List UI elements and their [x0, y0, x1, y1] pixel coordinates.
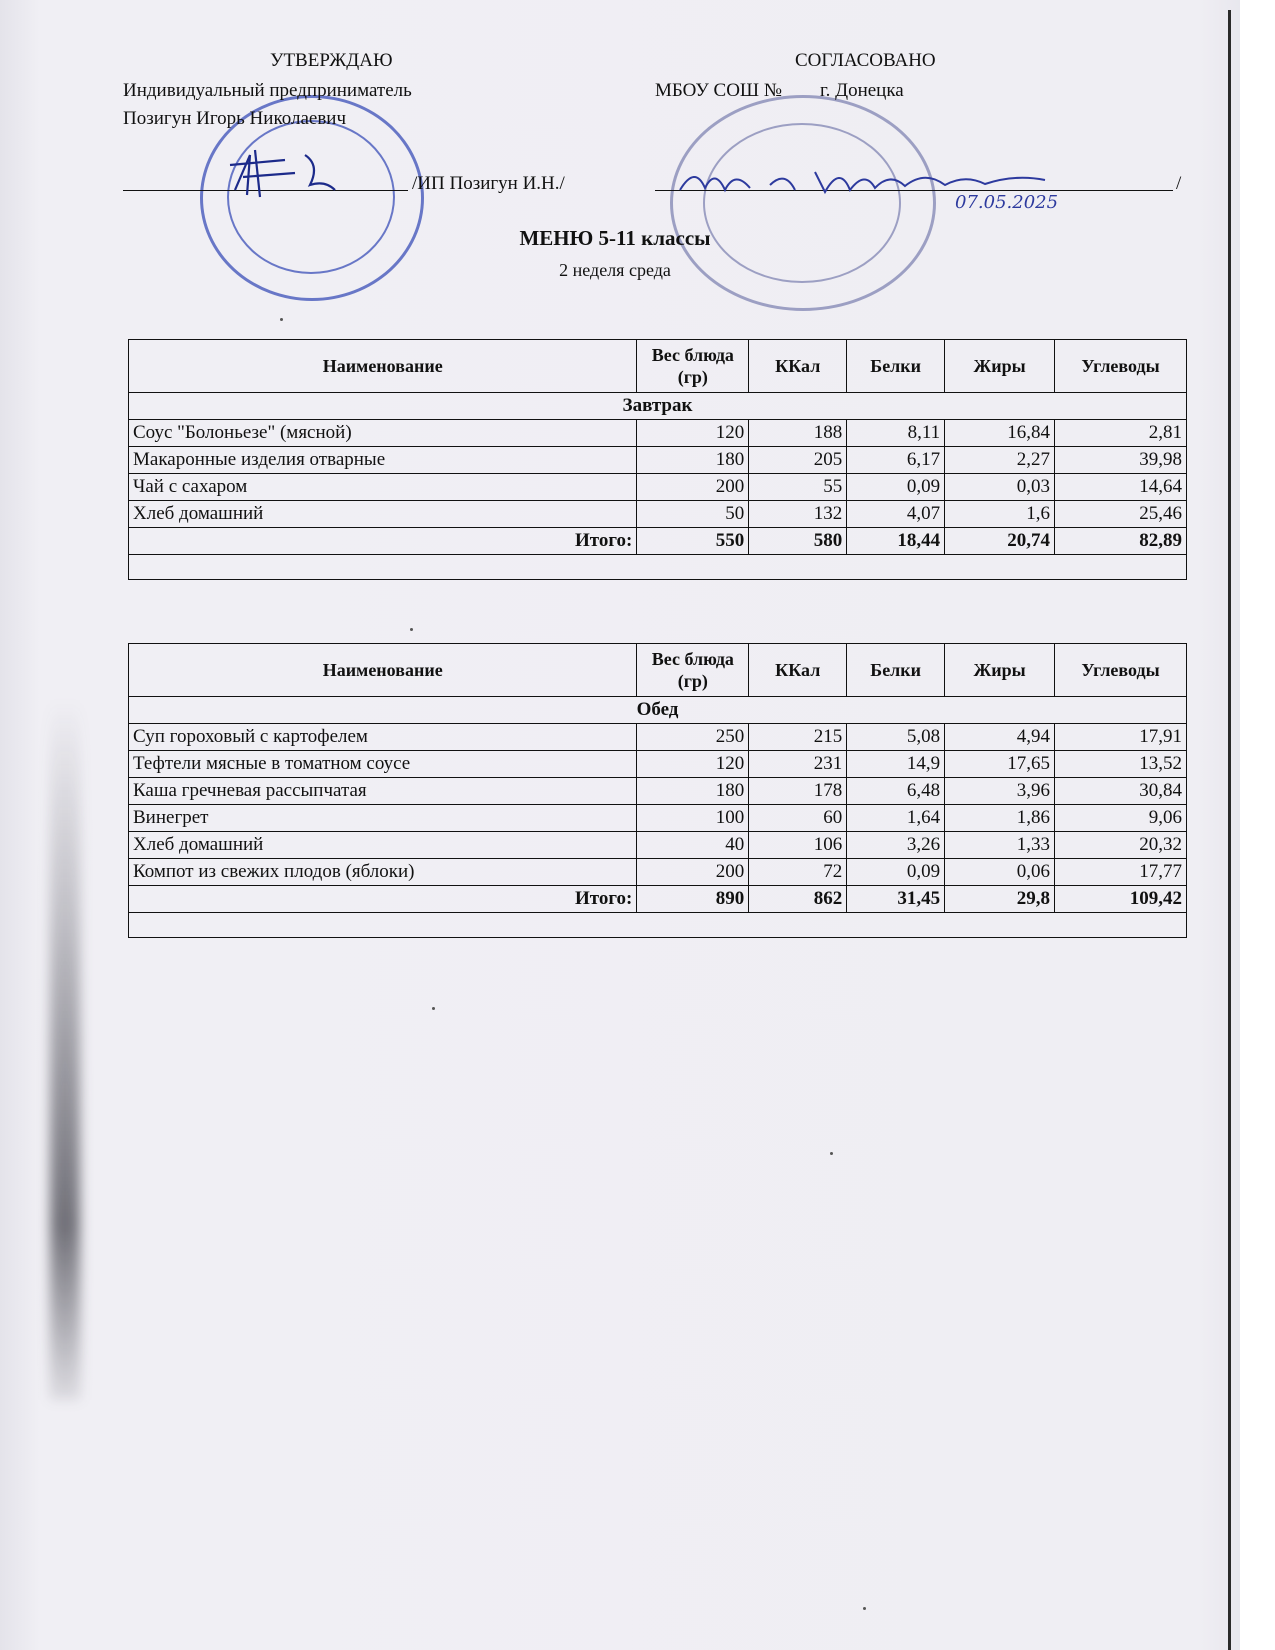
col-kcal: ККал — [749, 340, 847, 393]
col-protein: Белки — [847, 644, 945, 697]
dish-value: 30,84 — [1055, 778, 1187, 805]
total-value: 29,8 — [945, 886, 1055, 913]
approve-line-2: Позигун Игорь Николаевич — [123, 108, 347, 129]
dish-value: 72 — [749, 859, 847, 886]
dish-value: 17,77 — [1055, 859, 1187, 886]
page-title: МЕНЮ 5-11 классы — [519, 226, 711, 250]
col-name: Наименование — [129, 644, 637, 697]
section-title: Завтрак — [129, 393, 1187, 420]
total-value: 18,44 — [847, 528, 945, 555]
scan-speck — [830, 1152, 833, 1155]
approve-sign-name: /ИП Позигун И.Н./ — [412, 173, 565, 194]
dish-value: 120 — [637, 420, 749, 447]
dish-name: Хлеб домашний — [129, 501, 637, 528]
dish-name: Компот из свежих плодов (яблоки) — [129, 859, 637, 886]
empty-row — [129, 555, 1187, 580]
dish-name: Чай с сахаром — [129, 474, 637, 501]
dish-value: 40 — [637, 832, 749, 859]
dish-value: 120 — [637, 751, 749, 778]
approve-signature — [225, 135, 345, 205]
col-name: Наименование — [129, 340, 637, 393]
col-carbs: Углеводы — [1055, 340, 1187, 393]
total-value: 109,42 — [1055, 886, 1187, 913]
table-row — [129, 501, 1187, 528]
dish-value: 3,96 — [945, 778, 1055, 805]
dish-value: 1,6 — [945, 501, 1055, 528]
col-protein: Белки — [847, 340, 945, 393]
dish-value: 6,17 — [847, 447, 945, 474]
dish-value: 3,26 — [847, 832, 945, 859]
dish-value: 8,11 — [847, 420, 945, 447]
table-row — [129, 778, 1187, 805]
dish-value: 39,98 — [1055, 447, 1187, 474]
scan-speck — [410, 628, 413, 631]
total-label: Итого: — [129, 886, 637, 913]
handwritten-date: 07.05.2025 — [955, 192, 1059, 213]
dish-name: Тефтели мясные в томатном соусе — [129, 751, 637, 778]
scan-speck — [432, 1007, 435, 1010]
dish-value: 50 — [637, 501, 749, 528]
total-row — [129, 528, 1187, 555]
dish-name: Каша гречневая рассыпчатая — [129, 778, 637, 805]
total-value: 862 — [749, 886, 847, 913]
dish-value: 4,94 — [945, 724, 1055, 751]
dish-name: Хлеб домашний — [129, 832, 637, 859]
dish-value: 205 — [749, 447, 847, 474]
dish-value: 2,27 — [945, 447, 1055, 474]
dish-value: 132 — [749, 501, 847, 528]
dish-value: 2,81 — [1055, 420, 1187, 447]
dish-value: 231 — [749, 751, 847, 778]
dish-value: 0,09 — [847, 859, 945, 886]
total-value: 890 — [637, 886, 749, 913]
dish-value: 55 — [749, 474, 847, 501]
dish-value: 200 — [637, 859, 749, 886]
page-subtitle: 2 неделя среда — [559, 260, 671, 280]
dish-value: 215 — [749, 724, 847, 751]
dish-value: 13,52 — [1055, 751, 1187, 778]
dish-value: 0,09 — [847, 474, 945, 501]
dish-name: Макаронные изделия отварные — [129, 447, 637, 474]
section-title: Обед — [129, 697, 1187, 724]
scan-edge-line — [1228, 10, 1231, 1650]
col-kcal: ККал — [749, 644, 847, 697]
dish-value: 14,64 — [1055, 474, 1187, 501]
dish-value: 250 — [637, 724, 749, 751]
table-row — [129, 832, 1187, 859]
dish-value: 178 — [749, 778, 847, 805]
breakfast-table — [128, 339, 1187, 580]
dish-value: 1,33 — [945, 832, 1055, 859]
table-row — [129, 751, 1187, 778]
dish-value: 6,48 — [847, 778, 945, 805]
dish-value: 180 — [637, 447, 749, 474]
table-row — [129, 474, 1187, 501]
approve-line-1: Индивидуальный предприниматель — [123, 80, 412, 101]
dish-value: 0,06 — [945, 859, 1055, 886]
dish-value: 5,08 — [847, 724, 945, 751]
table-row — [129, 859, 1187, 886]
table-row — [129, 447, 1187, 474]
dish-value: 17,65 — [945, 751, 1055, 778]
scan-speck — [863, 1607, 866, 1610]
total-label: Итого: — [129, 528, 637, 555]
col-carbs: Углеводы — [1055, 644, 1187, 697]
dish-value: 106 — [749, 832, 847, 859]
lunch-table — [128, 643, 1187, 938]
agree-line-1: МБОУ СОШ № г. Донецка — [655, 80, 904, 101]
empty-row — [129, 913, 1187, 938]
total-value: 82,89 — [1055, 528, 1187, 555]
dish-value: 25,46 — [1055, 501, 1187, 528]
dish-value: 17,91 — [1055, 724, 1187, 751]
lunch-body — [129, 697, 1187, 938]
dish-value: 200 — [637, 474, 749, 501]
table-header-row — [129, 644, 1187, 697]
scan-speck — [280, 318, 283, 321]
col-fat: Жиры — [945, 644, 1055, 697]
dish-value: 14,9 — [847, 751, 945, 778]
dish-name: Винегрет — [129, 805, 637, 832]
dish-value: 1,86 — [945, 805, 1055, 832]
scan-shadow — [50, 700, 80, 1400]
table-row — [129, 420, 1187, 447]
total-value: 20,74 — [945, 528, 1055, 555]
dish-value: 188 — [749, 420, 847, 447]
dish-value: 4,07 — [847, 501, 945, 528]
dish-value: 180 — [637, 778, 749, 805]
total-value: 550 — [637, 528, 749, 555]
dish-name: Соус "Болоньезе" (мясной) — [129, 420, 637, 447]
total-value: 580 — [749, 528, 847, 555]
dish-value: 1,64 — [847, 805, 945, 832]
table-row — [129, 724, 1187, 751]
col-weight: Вес блюда (гр) — [637, 644, 749, 697]
breakfast-body — [129, 393, 1187, 580]
table-row — [129, 805, 1187, 832]
col-weight: Вес блюда (гр) — [637, 340, 749, 393]
dish-value: 100 — [637, 805, 749, 832]
dish-value: 16,84 — [945, 420, 1055, 447]
dish-value: 9,06 — [1055, 805, 1187, 832]
col-fat: Жиры — [945, 340, 1055, 393]
table-header-row — [129, 340, 1187, 393]
agree-sign-end: / — [1176, 173, 1182, 194]
approve-title: УТВЕРЖДАЮ — [270, 50, 393, 71]
agree-title: СОГЛАСОВАНО — [795, 50, 936, 71]
total-row — [129, 886, 1187, 913]
dish-name: Суп гороховый с картофелем — [129, 724, 637, 751]
dish-value: 60 — [749, 805, 847, 832]
dish-value: 0,03 — [945, 474, 1055, 501]
total-value: 31,45 — [847, 886, 945, 913]
dish-value: 20,32 — [1055, 832, 1187, 859]
